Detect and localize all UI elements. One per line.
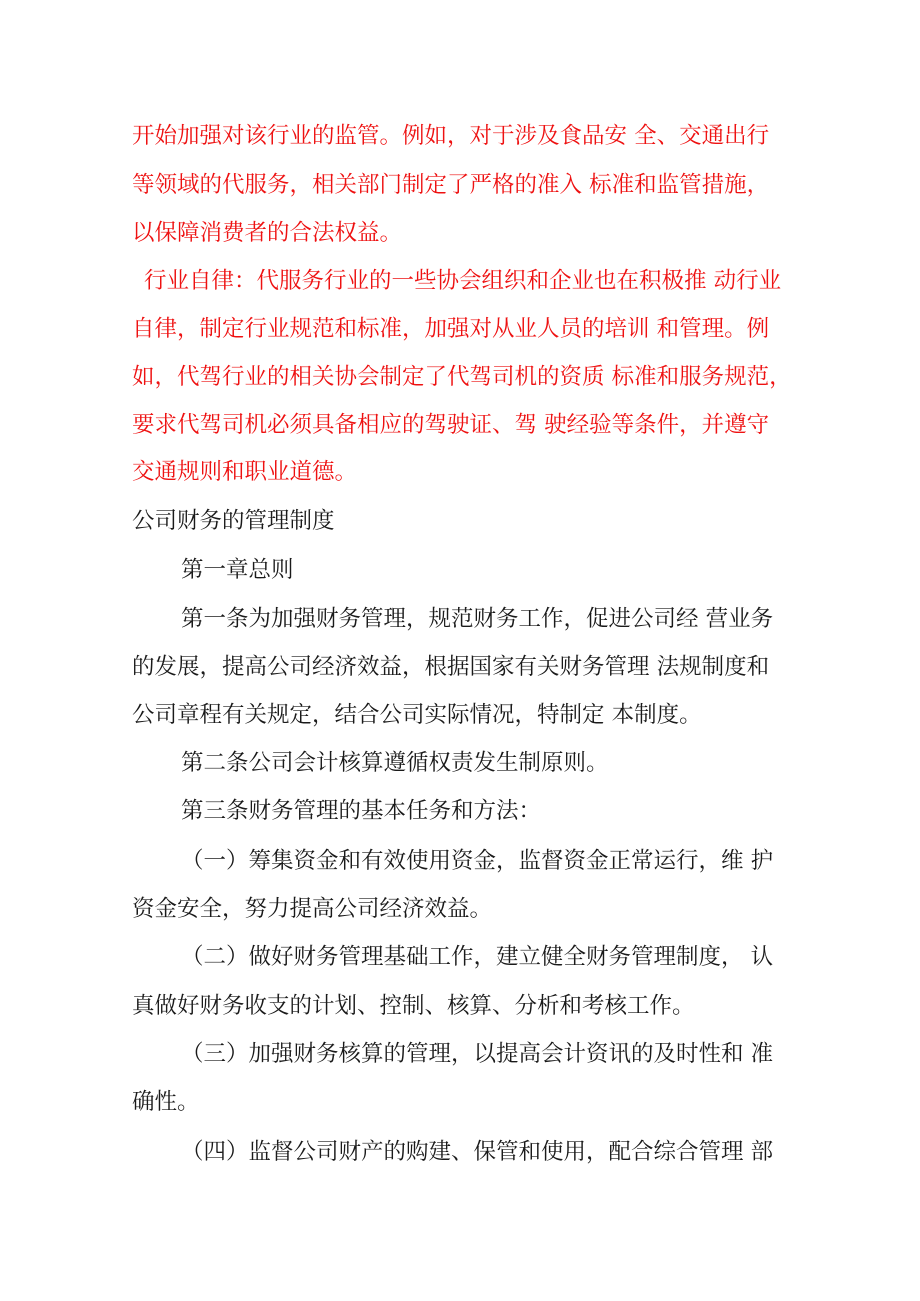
item-3-line-1: （三）加强财务核算的管理，以提高会计资讯的及时性和 准 <box>181 1041 774 1067</box>
red-paragraph-2-line-2: 自律，制定行业规范和标准，加强对从业人员的培训 和管理。例 <box>132 316 770 342</box>
item-1-line-1: （一）筹集资金和有效使用资金，监督资金正常运行，维 护 <box>181 848 774 874</box>
item-2-line-2: 真做好财务收支的计划、控制、核算、分析和考核工作。 <box>132 993 695 1019</box>
red-paragraph-1-line-3: 以保障消费者的合法权益。 <box>132 220 403 246</box>
article-1-line-1: 第一条为加强财务管理，规范财务工作，促进公司经 营业务 <box>181 606 774 632</box>
red-paragraph-2-line-4: 要求代驾司机必须具备相应的驾驶证、驾 驶经验等条件，并遵守 <box>132 412 770 438</box>
red-paragraph-2-line-5: 交通规则和职业道德。 <box>132 459 358 485</box>
item-2-line-1: （二）做好财务管理基础工作，建立健全财务管理制度， 认 <box>181 944 774 970</box>
red-paragraph-2-line-1: 行业自律：代服务行业的一些协会组织和企业也在积极推 动行业 <box>144 268 782 294</box>
red-paragraph-1-line-2: 等领域的代服务，相关部门制定了严格的准入 标准和监管措施， <box>132 172 770 198</box>
article-3: 第三条财务管理的基本任务和方法： <box>181 798 542 824</box>
document-title: 公司财务的管理制度 <box>132 508 335 534</box>
chapter-heading: 第一章总则 <box>181 557 294 583</box>
article-1-line-3: 公司章程有关规定，结合公司实际情况，特制定 本制度。 <box>132 702 702 728</box>
item-4-line-1: （四）监督公司财产的购建、保管和使用，配合综合管理 部 <box>181 1139 774 1165</box>
article-1-line-2: 的发展，提高公司经济效益，根据国家有关财务管理 法规制度和 <box>132 654 770 680</box>
article-2: 第二条公司会计核算遵循权责发生制原则。 <box>181 750 609 776</box>
item-3-line-2: 确性。 <box>132 1089 200 1115</box>
item-1-line-2: 资金安全，努力提高公司经济效益。 <box>132 896 493 922</box>
red-paragraph-2-line-3: 如，代驾行业的相关协会制定了代驾司机的资质 标准和服务规范， <box>132 364 792 390</box>
red-paragraph-1-line-1: 开始加强对该行业的监管。例如，对于涉及食品安 全、交通出行 <box>132 123 770 149</box>
